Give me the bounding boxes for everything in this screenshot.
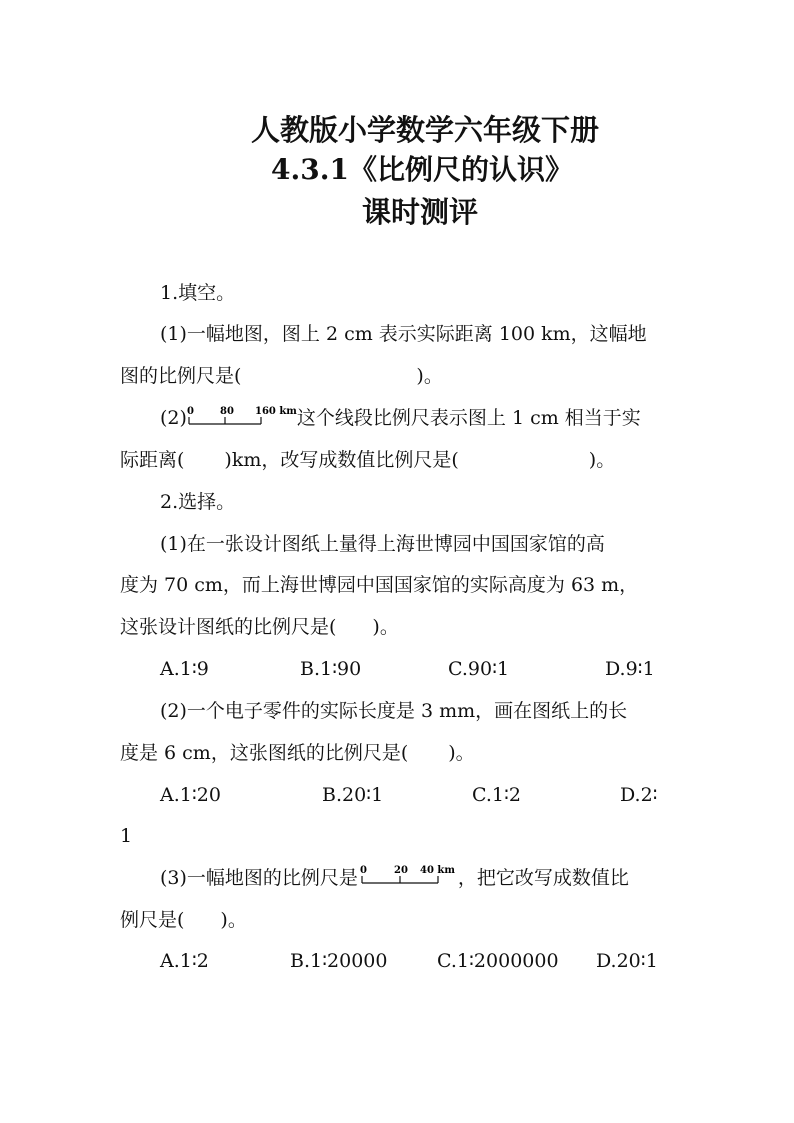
q2-p3-option-d[interactable]: D.20∶1	[596, 950, 658, 972]
q1-heading: 1.填空。	[160, 282, 236, 304]
q2-p3-text3: 例尺是(	[120, 909, 185, 931]
q2-p2-close: )。	[448, 742, 475, 764]
q2-p3-option-c[interactable]: C.1∶2000000	[437, 950, 559, 972]
q1-p2-close: )。	[588, 449, 616, 471]
q2-p2-option-a[interactable]: A.1∶20	[160, 784, 221, 806]
q2-p3-text2: ，把它改写成数值比	[457, 867, 629, 889]
line-scale-20km	[358, 864, 458, 892]
q2-p1-text: 这张设计图纸的比例尺是(	[120, 616, 337, 638]
q2-p1-line2: 度为 70 cm，而上海世博园中国国家馆的实际高度为 63 m，	[120, 574, 639, 596]
q1-p2-line1	[160, 404, 641, 432]
q2-p2-option-b[interactable]: B.20∶1	[322, 784, 384, 806]
q1-p1-line1: (1)一幅地图，图上 2 cm 表示实际距离 100 km，这幅地	[160, 323, 647, 345]
q1-p1-text: 图的比例尺是(	[120, 365, 242, 387]
scale1-tick-160: 160 km	[254, 406, 297, 417]
q1-p2-label: (2)	[160, 407, 187, 429]
q1-p1-close: )。	[416, 365, 443, 387]
q2-p1-line3	[120, 613, 399, 641]
q1-p2-text: 这个线段比例尺表示图上 1 cm 相当于实	[296, 407, 641, 429]
q1-p2-text3: )km，改写成数值比例尺是(	[224, 449, 459, 471]
q2-p1-option-c[interactable]: C.90∶1	[448, 658, 510, 680]
q2-p2-option-d[interactable]: D.2∶	[620, 784, 658, 806]
page-title: 人教版小学数学六年级下册	[250, 113, 599, 147]
q2-p2-option-c[interactable]: C.1∶2	[472, 784, 522, 806]
q2-p1-option-a[interactable]: A.1∶9	[160, 658, 209, 680]
q2-p2-text: 度是 6 cm，这张图纸的比例尺是(	[120, 742, 409, 764]
q2-p2-option-d-wrap: 1	[120, 825, 133, 847]
scale2-tick-40: 40 km	[419, 865, 455, 876]
q1-p1-line2	[120, 362, 443, 390]
lesson-subtitle: 课时测评	[361, 195, 478, 229]
q1-p2-line2	[120, 446, 615, 474]
q2-p1-option-b[interactable]: B.1∶90	[300, 658, 362, 680]
q2-p1-option-d[interactable]: D.9∶1	[605, 658, 655, 680]
q2-p3-option-a[interactable]: A.1∶2	[160, 950, 209, 972]
scale2-tick-20: 20	[393, 865, 408, 876]
q1-p2-text2: 际距离(	[120, 449, 185, 471]
q2-p3-option-b[interactable]: B.1∶20000	[290, 950, 388, 972]
line-scale-80km	[187, 404, 297, 432]
q2-p3-text: (3)一幅地图的比例尺是	[160, 867, 358, 889]
q2-p1-line1: (1)在一张设计图纸上量得上海世博园中国国家馆的高	[160, 533, 605, 555]
q2-p3-line1	[160, 864, 629, 892]
scale1-tick-0: 0	[186, 406, 194, 417]
q2-p1-close: )。	[372, 616, 399, 638]
q2-p2-line1: (2)一个电子零件的实际长度是 3 mm，画在图纸上的长	[160, 700, 628, 722]
q2-p3-close: )。	[220, 909, 247, 931]
lesson-title: 4.3.1《比例尺的认识》	[271, 153, 573, 186]
scale1-tick-80: 80	[219, 406, 234, 417]
q2-heading: 2.选择。	[160, 491, 236, 513]
q2-p3-line2	[120, 906, 247, 934]
scale2-tick-0: 0	[359, 865, 367, 876]
q2-p2-line2	[120, 739, 475, 767]
